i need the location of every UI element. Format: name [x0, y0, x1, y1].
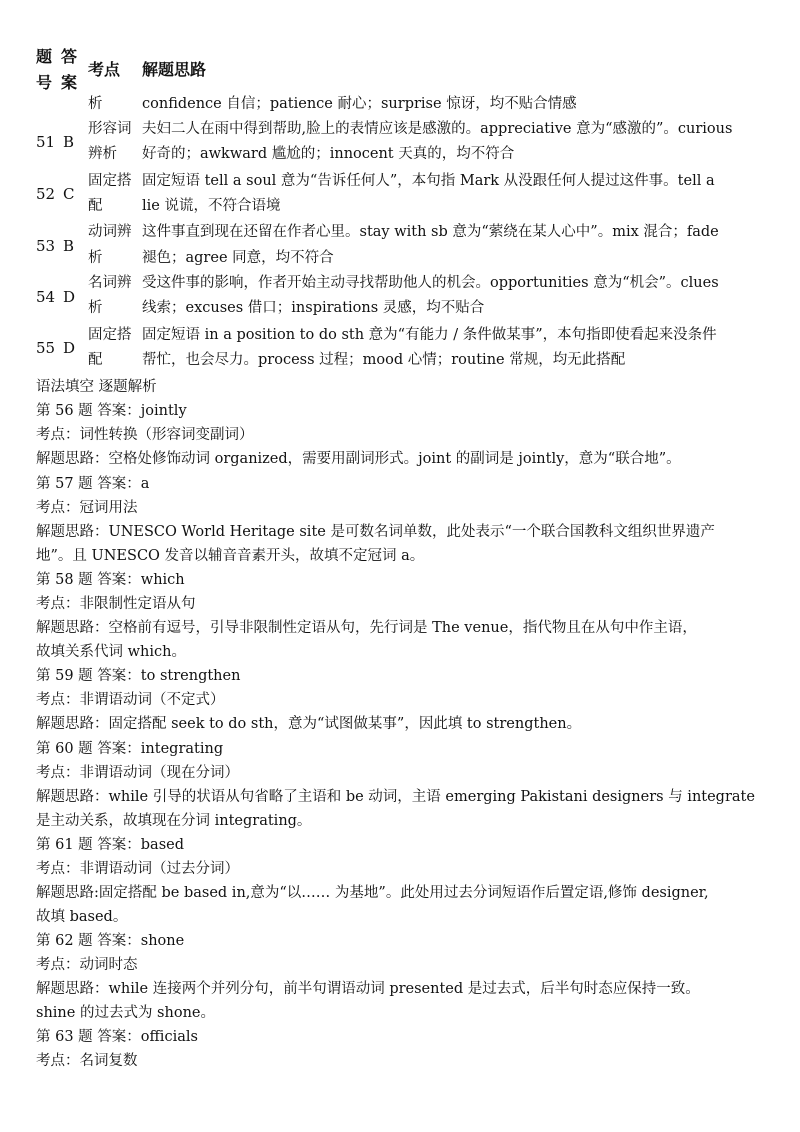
topic-line: 考点：名词复数 — [36, 1053, 138, 1069]
explanation-text: 褪色；agree 同意，均不符合 — [142, 250, 334, 266]
topic-label: 析 — [88, 300, 103, 316]
topic-label: 固定搭 — [88, 327, 132, 343]
topic-label: 名词辨 — [88, 275, 132, 291]
topic-line: 考点：非限制性定语从句 — [36, 596, 196, 612]
explanation-line: 解题思路:固定搭配 be based in,意为“以…… 为基地”。此处用过去分词短语作后置定语,修饰 designer, — [36, 885, 709, 901]
topic-label: 形容词 — [88, 121, 132, 137]
explanation-line: 解题思路：固定搭配 seek to do sth，意为“试图做某事”，因此填 to strengthen。 — [36, 716, 582, 732]
explanation-text: 固定短语 in a position to do sth 意为“有能力 / 条件做某事”，本句指即使看起来没条件 — [142, 327, 717, 343]
header-col1-top: 题 — [36, 47, 53, 66]
explanation-line: 解题思路：while 引导的状语从句省略了主语和 be 动词，主语 emerging Pakistani designers 与 integrate — [36, 789, 755, 805]
explanation-text: 这件事直到现在还留在作者心里。stay with sb 意为“萦绕在某人心中”。mix 混合；fade — [142, 224, 719, 240]
explanation-text: 帮忙，也会尽力。process 过程；mood 心情；routine 常规，均无此搭配 — [142, 352, 626, 368]
explanation-line: 解题思路：UNESCO World Heritage site 是可数名词单数，此处表示“一个联合国教科文组织世界遗产 — [36, 524, 715, 540]
topic-label: 动词辨 — [88, 224, 132, 240]
explanation-line: 地”。且 UNESCO 发音以辅音音素开头，故填不定冠词 a。 — [36, 548, 425, 564]
question-number: 55 — [36, 339, 56, 357]
topic-line: 考点：非谓语动词（过去分词） — [36, 861, 239, 877]
explanation-line: 故填 based。 — [36, 909, 128, 925]
explanation-line: 解题思路：空格处修饰动词 organized，需要用副词形式。joint 的副词是 jointly，意为“联合地”。 — [36, 451, 681, 467]
topic-label: 析 — [88, 250, 103, 266]
question-number: 51 — [36, 133, 56, 151]
explanation-line: shine 的过去式为 shone。 — [36, 1005, 215, 1021]
explanation-line: 是主动关系，故填现在分词 integrating。 — [36, 813, 312, 829]
header-topic: 考点 — [88, 60, 121, 79]
topic-line: 考点：动词时态 — [36, 957, 138, 973]
topic-label: 配 — [88, 198, 103, 214]
explanation-text: 好奇的；awkward 尴尬的；innocent 天真的，均不符合 — [142, 146, 515, 162]
question-heading: 第 60 题 答案：integrating — [36, 741, 224, 757]
question-number: 54 — [36, 288, 56, 306]
answer-letter: B — [63, 237, 75, 255]
header-col1-bottom: 号 — [36, 73, 53, 92]
explanation-text: 线索；excuses 借口；inspirations 灵感，均不贴合 — [142, 300, 485, 316]
question-heading: 第 58 题 答案：which — [36, 572, 185, 588]
question-heading: 第 59 题 答案：to strengthen — [36, 668, 241, 684]
topic-line: 考点：非谓语动词（现在分词） — [36, 765, 239, 781]
answer-letter: B — [63, 133, 75, 151]
answer-letter: D — [63, 339, 76, 357]
explanation-text: 固定短语 tell a soul 意为“告诉任何人”，本句指 Mark 从没跟任何人提过这件事。tell a — [142, 173, 715, 189]
topic-label: 固定搭 — [88, 173, 132, 189]
question-heading: 第 56 题 答案：jointly — [36, 403, 187, 419]
header-explanation: 解题思路 — [142, 60, 207, 79]
header-col2-bottom: 案 — [61, 73, 78, 92]
question-heading: 第 61 题 答案：based — [36, 837, 185, 853]
topic-label: 析 — [88, 96, 103, 112]
question-heading: 第 57 题 答案：a — [36, 476, 150, 492]
topic-label: 辨析 — [88, 146, 117, 162]
topic-line: 考点：词性转换（形容词变副词） — [36, 427, 254, 443]
topic-line: 考点：冠词用法 — [36, 500, 138, 516]
explanation-line: 解题思路：空格前有逗号，引导非限制性定语从句，先行词是 The venue，指代物且在从句中作主语， — [36, 620, 697, 636]
explanation-text: 夫妇二人在雨中得到帮助,脸上的表情应该是感激的。appreciative 意为“感激的”。curious — [142, 121, 733, 137]
topic-label: 配 — [88, 352, 103, 368]
section-title: 语法填空 逐题解析 — [36, 379, 157, 395]
explanation-line: 故填关系代词 which。 — [36, 644, 186, 660]
answer-letter: C — [63, 185, 75, 203]
question-heading: 第 63 题 答案：officials — [36, 1029, 198, 1045]
header-col2-top: 答 — [61, 47, 78, 66]
explanation-line: 解题思路：while 连接两个并列分句，前半句谓语动词 presented 是过去式，后半句时态应保持一致。 — [36, 981, 700, 997]
explanation-text: confidence 自信；patience 耐心；surprise 惊讶，均不贴合情感 — [142, 96, 577, 112]
answer-letter: D — [63, 288, 76, 306]
question-number: 53 — [36, 237, 56, 255]
question-number: 52 — [36, 185, 56, 203]
question-heading: 第 62 题 答案：shone — [36, 933, 185, 949]
explanation-text: lie 说谎，不符合语境 — [142, 198, 281, 214]
topic-line: 考点：非谓语动词（不定式） — [36, 692, 225, 708]
explanation-text: 受这件事的影响，作者开始主动寻找帮助他人的机会。opportunities 意为“机会”。clues — [142, 275, 719, 291]
